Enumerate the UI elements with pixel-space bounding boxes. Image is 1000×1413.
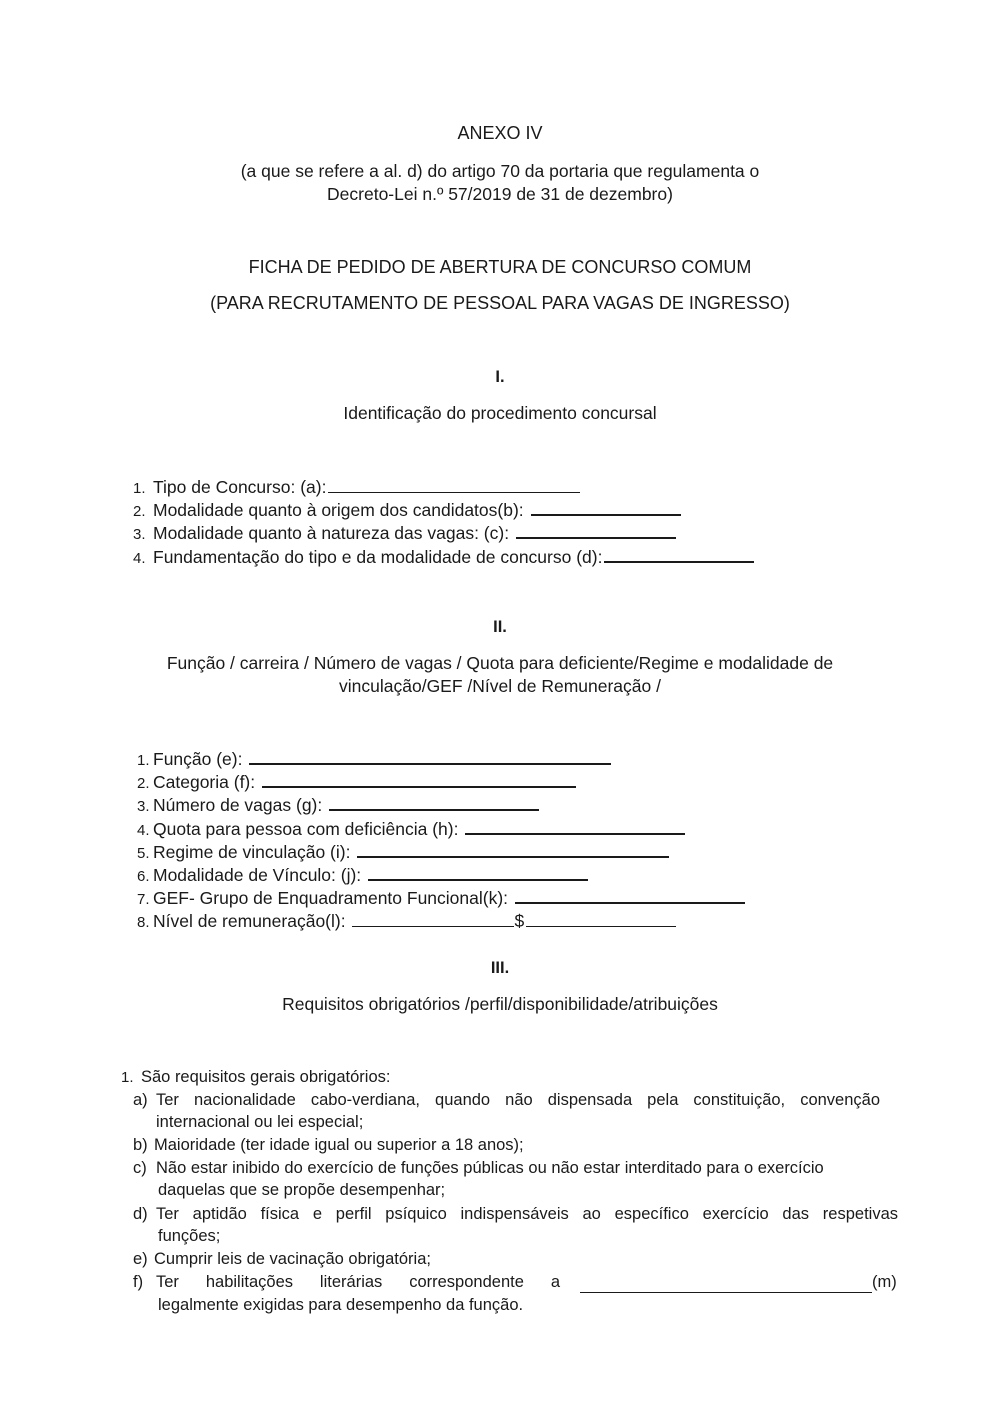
item-label: Fundamentação do tipo e da modalidade de concurso (d):: [153, 547, 603, 567]
s3-item-b-line-1: Maioridade (ter idade igual ou superior a 18 anos);: [154, 1136, 524, 1154]
fill-line-g[interactable]: [329, 808, 539, 811]
fill-line-f[interactable]: [262, 785, 576, 788]
form-subtitle: (PARA RECRUTAMENTO DE PESSOAL PARA VAGAS DE INGRESSO): [210, 293, 790, 313]
item-label: Modalidade quanto à origem dos candidatos(b):: [153, 500, 529, 520]
fill-line-c[interactable]: [516, 536, 676, 539]
s2-item-5: [137, 842, 669, 863]
s2-item-7: [137, 888, 745, 909]
s2-item-4: [137, 819, 685, 840]
item-label: GEF- Grupo de Enquadramento Funcional(k):: [153, 888, 513, 908]
item-label: Categoria (f):: [153, 772, 260, 792]
item-number: 7.: [137, 891, 150, 908]
s2-item-1: [137, 749, 611, 770]
fill-line-m[interactable]: [580, 1292, 872, 1293]
item-number: 3.: [137, 798, 150, 815]
intro-text: São requisitos gerais obrigatórios:: [141, 1068, 391, 1086]
s3-item-f-letter: f): [133, 1273, 144, 1291]
item-label: Quota para pessoa com deficiência (h):: [153, 819, 464, 839]
fill-line-h[interactable]: [465, 832, 685, 835]
item-number: 4.: [133, 550, 146, 567]
section-1-numeral: I.: [495, 368, 505, 386]
item-number: 5.: [137, 845, 150, 862]
item-number: 3.: [133, 526, 146, 543]
s1-item-2: [133, 500, 681, 521]
section-2-heading-line-2: vinculação/GEF /Nível de Remuneração /: [339, 676, 661, 696]
item-number: 2.: [133, 503, 146, 520]
s3-item-d-line-1: Ter aptidão física e perfil psíquico indispensáveis ao específico exercício das respetivas: [156, 1205, 898, 1223]
s3-item-e-letter: e): [133, 1250, 148, 1268]
section-1-heading: Identificação do procedimento concursal: [343, 403, 657, 423]
fill-line-a[interactable]: [328, 491, 580, 493]
section-2-heading-line-1: Função / carreira / Número de vagas / Quota para deficiente/Regime e modalidade de: [166, 653, 834, 673]
s3-item-a-letter: a): [133, 1091, 148, 1109]
item-number: 8.: [137, 914, 150, 931]
s3-item-e-line-1: Cumprir leis de vacinação obrigatória;: [154, 1250, 431, 1268]
item-label: Tipo de Concurso: (a):: [153, 477, 327, 497]
s3-item-a-line-2: internacional ou lei especial;: [156, 1113, 364, 1131]
section-3-heading: Requisitos obrigatórios /perfil/disponibilidade/atribuições: [282, 994, 718, 1014]
s1-item-4: [133, 547, 754, 568]
fill-line-j[interactable]: [368, 878, 588, 881]
item-number: 6.: [137, 868, 150, 885]
item-number: 1.: [121, 1069, 134, 1086]
s3-item-f-suffix: (m): [872, 1273, 897, 1291]
item-label: Modalidade quanto à natureza das vagas: (c):: [153, 523, 514, 543]
s2-item-6: [137, 865, 588, 886]
s2-item-3: [137, 795, 539, 816]
item-label: Nível de remuneração(l):: [153, 911, 351, 931]
item-number: 1.: [133, 480, 146, 497]
fill-line-e[interactable]: [249, 762, 611, 765]
s3-item-d-line-2: funções;: [158, 1227, 221, 1245]
s3-item-f-line-1: Ter habilitações literárias correspondente a: [156, 1273, 560, 1291]
item-label: Função (e):: [153, 749, 248, 769]
s3-item-c-letter: c): [133, 1159, 147, 1177]
s3-item-d-letter: d): [133, 1205, 148, 1223]
s3-item-a-line-1: Ter nacionalidade cabo-verdiana, quando não dispensada pela constituição, convenção: [156, 1091, 880, 1109]
s1-item-3: [133, 523, 676, 544]
section-3-numeral: III.: [490, 959, 510, 977]
fill-line-k[interactable]: [515, 901, 745, 904]
fill-line-l-amount[interactable]: [526, 925, 676, 927]
reference-line-2: Decreto-Lei n.º 57/2019 de 31 de dezembro): [327, 184, 673, 204]
s3-item-f-line-2: legalmente exigidas para desempenho da função.: [158, 1296, 524, 1314]
currency-symbol: $: [514, 911, 525, 931]
s3-item-b-letter: b): [133, 1136, 148, 1154]
s2-item-2: [137, 772, 576, 793]
s3-intro: [121, 1068, 390, 1087]
item-number: 4.: [137, 822, 150, 839]
annex-title: ANEXO IV: [457, 123, 543, 143]
item-label: Modalidade de Vínculo: (j):: [153, 865, 367, 885]
s3-item-c-line-1: Não estar inibido do exercício de funções públicas ou não estar interditado para o exercício: [156, 1159, 824, 1177]
item-number: 1.: [137, 752, 150, 769]
section-2-numeral: II.: [493, 618, 507, 636]
fill-line-d[interactable]: [604, 560, 754, 563]
s1-item-1: [133, 477, 580, 498]
s3-item-c-line-2: daquelas que se propõe desempenhar;: [158, 1181, 446, 1199]
item-number: 2.: [137, 775, 150, 792]
fill-line-i[interactable]: [357, 855, 669, 858]
fill-line-b[interactable]: [531, 513, 681, 516]
form-title: FICHA DE PEDIDO DE ABERTURA DE CONCURSO COMUM: [248, 257, 752, 277]
item-label: Número de vagas (g):: [153, 795, 328, 815]
s2-item-8: [137, 911, 676, 932]
fill-line-l[interactable]: [352, 925, 514, 927]
reference-line-1: (a que se refere a al. d) do artigo 70 da portaria que regulamenta o: [240, 161, 760, 181]
item-label: Regime de vinculação (i):: [153, 842, 356, 862]
